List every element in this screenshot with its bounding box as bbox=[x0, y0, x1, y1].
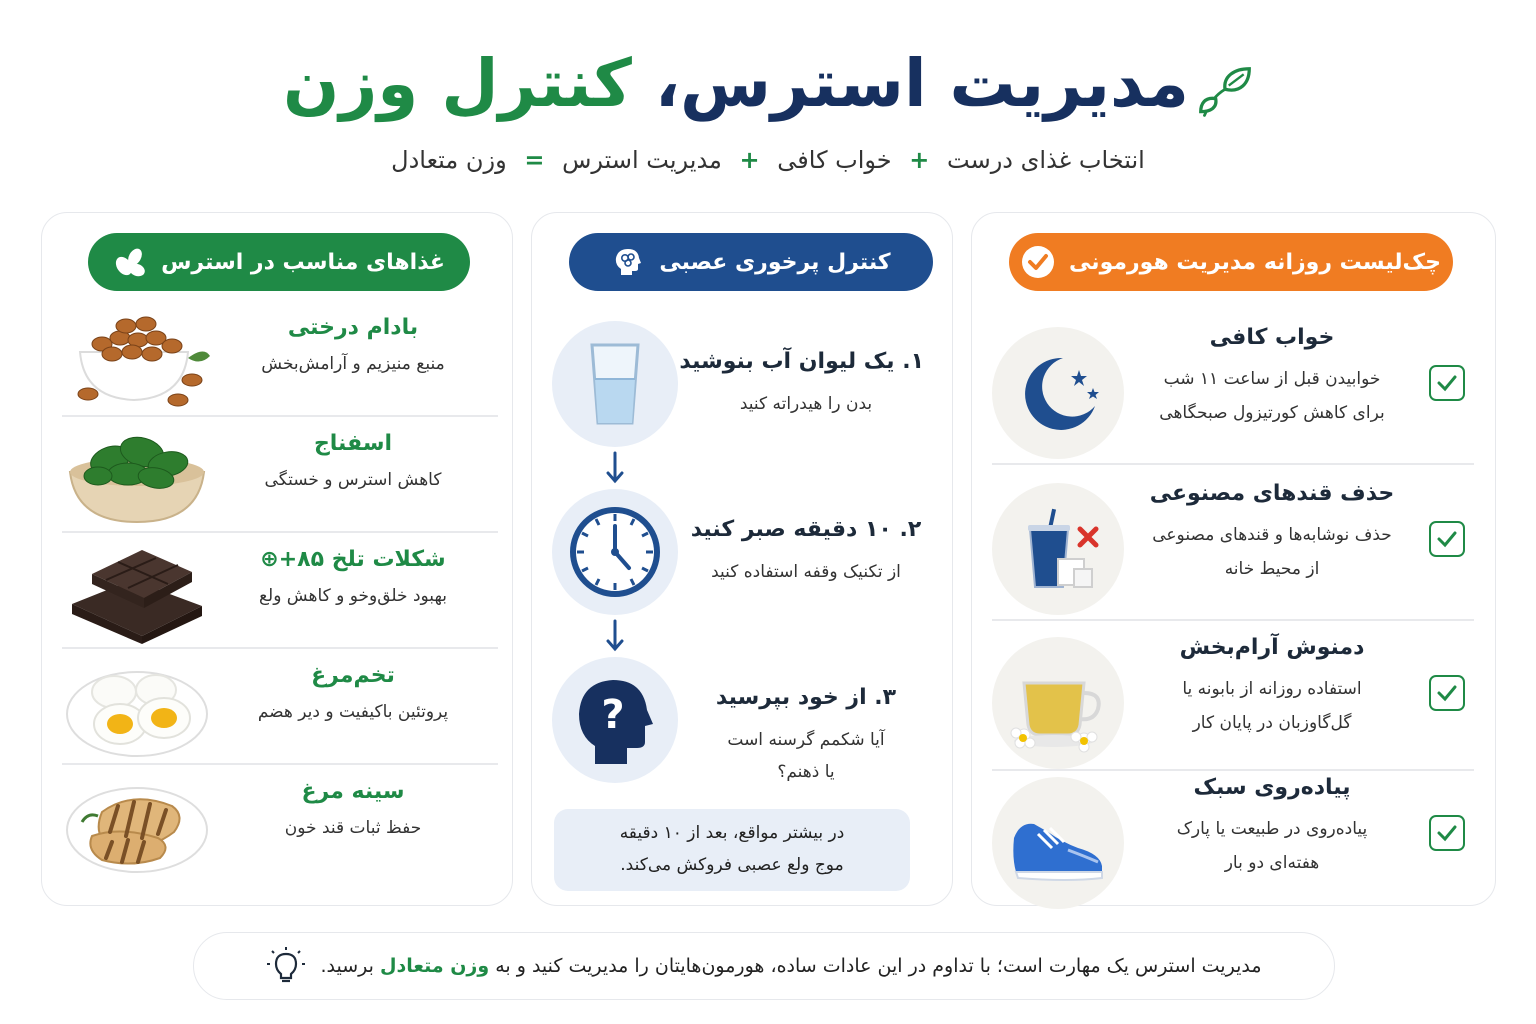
arrow-down-icon bbox=[605, 619, 625, 653]
chicken-breast-icon bbox=[62, 769, 212, 879]
formula-term: خواب کافی bbox=[777, 146, 892, 174]
checklist-item bbox=[992, 473, 1474, 623]
checkbox[interactable] bbox=[1429, 365, 1465, 401]
checklist-item-text bbox=[1132, 325, 1412, 430]
food-title: بادام درختی bbox=[287, 315, 419, 340]
step-desc: از تکنیک وقفه استفاده کنید bbox=[711, 562, 901, 582]
divider bbox=[62, 415, 498, 417]
overeating-step bbox=[552, 489, 932, 629]
checkbox[interactable] bbox=[1429, 521, 1465, 557]
food-text bbox=[222, 315, 484, 374]
footer-text-after: برسید. bbox=[320, 955, 374, 977]
leaf-icon bbox=[1197, 65, 1253, 121]
main-title bbox=[282, 45, 1190, 122]
checklist-item-text bbox=[1132, 775, 1412, 880]
footer-tip bbox=[193, 932, 1335, 1000]
check-icon bbox=[1435, 527, 1459, 551]
moon-stars-icon bbox=[992, 327, 1124, 459]
food-item bbox=[62, 769, 498, 885]
step-desc: یا ذهنم؟ bbox=[777, 762, 835, 782]
check-icon bbox=[1435, 371, 1459, 395]
almonds-icon bbox=[62, 305, 212, 415]
checklist-item bbox=[992, 317, 1474, 467]
leaves-icon bbox=[113, 245, 147, 279]
step-title: ۲. ۱۰ دقیقه صبر کنید bbox=[690, 517, 922, 542]
checklist-title: چک‌لیست روزانه مدیریت هورمونی bbox=[1069, 249, 1441, 275]
note-line: در بیشتر مواقع، بعد از ۱۰ دقیقه bbox=[619, 823, 845, 843]
overeating-step bbox=[552, 321, 932, 461]
checklist-panel bbox=[971, 212, 1496, 906]
overeating-panel bbox=[531, 212, 953, 906]
svg-text:?: ? bbox=[601, 692, 625, 738]
step-text bbox=[688, 517, 924, 588]
title-navy: مدیریت استرس، bbox=[654, 45, 1190, 122]
food-title: تخم‌مرغ bbox=[311, 663, 395, 688]
check-icon bbox=[1435, 821, 1459, 845]
checklist-item-text bbox=[1132, 481, 1412, 586]
overeating-step bbox=[552, 657, 932, 797]
food-item bbox=[62, 537, 498, 653]
formula-operator: + bbox=[909, 146, 930, 174]
food-desc: بهبود خلق‌وخو و کاهش ولع bbox=[258, 586, 448, 606]
checklist-item-title: خواب کافی bbox=[1209, 325, 1335, 350]
overeating-note bbox=[554, 809, 910, 891]
divider bbox=[62, 763, 498, 765]
checklist-item-text bbox=[1132, 635, 1412, 740]
spinach-icon bbox=[62, 421, 212, 531]
checklist-item-desc: حذف نوشابه‌ها و قندهای مصنوعی bbox=[1152, 525, 1392, 545]
checkbox[interactable] bbox=[1429, 815, 1465, 851]
formula-term: وزن متعادل bbox=[391, 146, 507, 174]
subtitle-formula bbox=[0, 146, 1536, 174]
brain-head-icon bbox=[611, 245, 645, 279]
formula-term: مدیریت استرس bbox=[562, 146, 722, 174]
food-item bbox=[62, 305, 498, 421]
checklist-item-desc: خوابیدن قبل از ساعت ۱۱ شب bbox=[1163, 369, 1381, 389]
check-icon bbox=[1435, 681, 1459, 705]
checklist-header bbox=[1009, 233, 1453, 291]
footer-text bbox=[320, 955, 1261, 977]
foods-title: غذاهای مناسب در استرس bbox=[161, 249, 445, 275]
sneaker-icon bbox=[992, 777, 1124, 909]
tea-cup-icon bbox=[992, 637, 1124, 769]
formula-operator: + bbox=[739, 146, 760, 174]
food-desc: پروتئین باکیفیت و دیر هضم bbox=[257, 702, 449, 722]
food-text bbox=[222, 431, 484, 490]
overeating-title: کنترل پرخوری عصبی bbox=[659, 249, 891, 275]
step-title: ۱. یک لیوان آب بنوشید bbox=[679, 349, 924, 374]
head-question-icon bbox=[552, 657, 678, 783]
checklist-item-title: حذف قندهای مصنوعی bbox=[1149, 481, 1395, 506]
title-green: کنترل وزن bbox=[282, 45, 632, 122]
step-desc: آیا شکمم گرسنه است bbox=[727, 730, 885, 750]
footer-highlight: وزن متعادل bbox=[379, 955, 490, 977]
lightbulb-icon bbox=[266, 946, 306, 986]
boiled-eggs-icon bbox=[62, 653, 212, 763]
food-text bbox=[222, 547, 484, 606]
arrow-down-icon bbox=[605, 451, 625, 485]
checklist-item-desc: پیاده‌روی در طبیعت یا پارک bbox=[1176, 819, 1368, 839]
page-title bbox=[0, 34, 1536, 134]
foods-header bbox=[88, 233, 470, 291]
food-desc: کاهش استرس و خستگی bbox=[264, 470, 442, 490]
soda-sugar-icon bbox=[992, 483, 1124, 615]
divider bbox=[62, 531, 498, 533]
checklist-item bbox=[992, 767, 1474, 917]
checkbox[interactable] bbox=[1429, 675, 1465, 711]
food-title: اسفناج bbox=[313, 431, 393, 456]
checklist-item-desc: برای کاهش کورتیزول صبحگاهی bbox=[1159, 403, 1385, 423]
food-item bbox=[62, 421, 498, 537]
divider bbox=[992, 619, 1474, 621]
food-text bbox=[222, 663, 484, 722]
checklist-item-desc: گل‌گاوزبان در پایان کار bbox=[1192, 713, 1352, 733]
step-text bbox=[688, 685, 924, 788]
checklist-item-title: پیاده‌روی سبک bbox=[1193, 775, 1351, 800]
checklist-item bbox=[992, 627, 1474, 777]
food-title: سینه مرغ bbox=[301, 779, 405, 804]
water-glass-icon bbox=[552, 321, 678, 447]
divider bbox=[62, 647, 498, 649]
checklist-item-desc: از محیط خانه bbox=[1224, 559, 1320, 579]
formula-operator: = bbox=[524, 146, 545, 174]
overeating-header bbox=[569, 233, 933, 291]
footer-text-before: مدیریت استرس یک مهارت است؛ با تداوم در این عادات ساده، هورمون‌هایتان را مدیریت کنید و به bbox=[495, 955, 1262, 977]
food-desc: حفظ ثبات قند خون bbox=[284, 818, 422, 838]
foods-panel bbox=[41, 212, 513, 906]
food-desc: منبع منیزیم و آرامش‌بخش bbox=[261, 354, 445, 374]
checklist-item-title: دمنوش آرام‌بخش bbox=[1179, 635, 1365, 660]
checklist-item-desc: استفاده روزانه از بابونه یا bbox=[1182, 679, 1362, 699]
step-text bbox=[679, 349, 924, 420]
step-title: ۳. از خود بپرسید bbox=[715, 685, 897, 710]
dark-chocolate-icon bbox=[62, 537, 212, 647]
food-text bbox=[222, 779, 484, 838]
checklist-item-desc: هفته‌ای دو بار bbox=[1224, 853, 1320, 873]
step-desc: بدن را هیدراته کنید bbox=[739, 394, 873, 414]
formula-term: انتخاب غذای درست bbox=[947, 146, 1145, 174]
note-line: موج ولع عصبی فروکش می‌کند. bbox=[620, 855, 844, 875]
clock-icon bbox=[552, 489, 678, 615]
check-circle-icon bbox=[1021, 245, 1055, 279]
food-title: شکلات تلخ ۸۵+⊕ bbox=[260, 547, 446, 572]
divider bbox=[992, 463, 1474, 465]
food-item bbox=[62, 653, 498, 769]
